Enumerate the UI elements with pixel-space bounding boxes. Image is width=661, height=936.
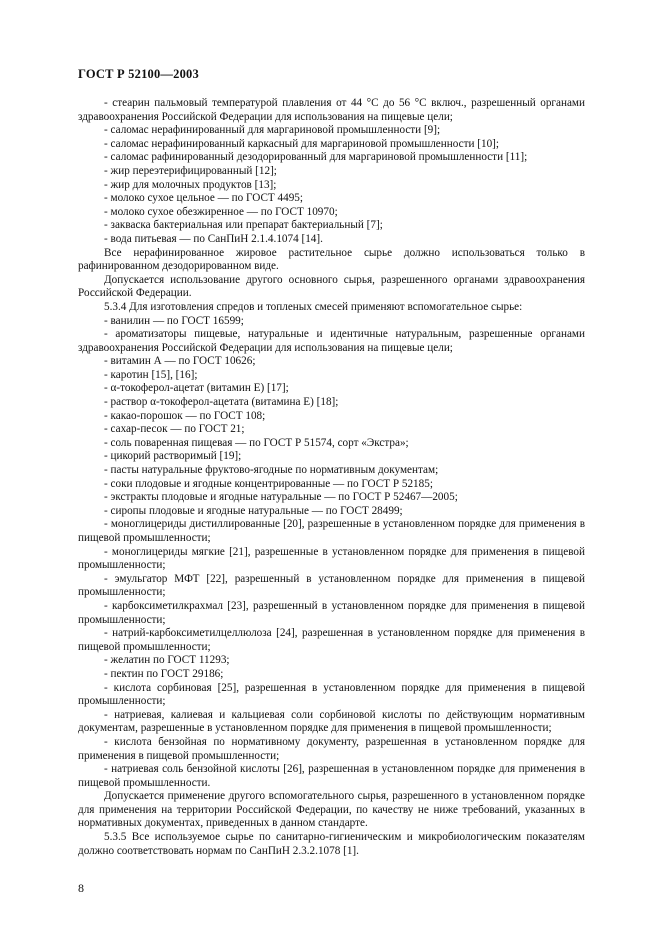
text-paragraph: - жир переэтерифицированный [12]; xyxy=(104,164,277,177)
text-paragraph: - α-токоферол-ацетат (витамин Е) [17]; xyxy=(104,382,289,395)
text-paragraph: - молоко сухое обезжиренное — по ГОСТ 10970; xyxy=(104,205,338,218)
document-body xyxy=(78,97,585,858)
text-paragraph: Допускается применение другого вспомогательного сырья, разрешенного в установленном порядке для применения на территории Российской Федерации, по качеству не ниже требований, указанных в нормативных документах, приведенных в данном стандарте. xyxy=(78,790,585,830)
text-paragraph: - какао-порошок — по ГОСТ 108; xyxy=(104,409,266,422)
text-paragraph: - моноглицериды мягкие [21], разрешенные в установленном порядке для применения в пищевой промышленности; xyxy=(78,545,585,572)
text-paragraph: - карбоксиметилкрахмал [23], разрешенный в установленном порядке для применения в пищевой промышленности; xyxy=(78,599,585,626)
text-paragraph: - кислота сорбиновая [25], разрешенная в установленном порядке для применения в пищевой промышленности; xyxy=(78,681,585,708)
text-paragraph: - желатин по ГОСТ 11293; xyxy=(104,654,230,667)
text-paragraph: - ароматизаторы пищевые, натуральные и идентичные натуральным, разрешенные органами здравоохранения Российской Федерации для использования на пищевые цели; xyxy=(78,328,585,354)
text-paragraph: - натрий-карбоксиметилцеллюлоза [24], разрешенная в установленном порядке для применения в пищевой промышленности; xyxy=(78,627,585,653)
text-paragraph: - эмульгатор МФТ [22], разрешенный в установленном порядке для применения в пищевой промышленности; xyxy=(78,572,585,599)
text-paragraph: - сахар-песок — по ГОСТ 21; xyxy=(104,423,245,436)
text-paragraph: - пасты натуральные фруктово-ягодные по нормативным документам; xyxy=(104,464,439,477)
text-paragraph: 5.3.4 Для изготовления спредов и топленых смесей применяют вспомогательное сырье: xyxy=(104,300,523,313)
text-paragraph: - пектин по ГОСТ 29186; xyxy=(104,667,224,680)
text-paragraph: - ванилин — по ГОСТ 16599; xyxy=(104,314,244,327)
page-number: 8 xyxy=(78,881,84,895)
text-paragraph: - саломас нерафинированный каркасный для маргариновой промышленности [10]; xyxy=(104,137,500,150)
text-paragraph: - каротин [15], [16]; xyxy=(104,368,198,381)
text-paragraph: - вода питьевая — по СанПиН 2.1.4.1074 [14]. xyxy=(104,232,323,245)
text-paragraph: - цикорий растворимый [19]; xyxy=(104,450,242,463)
text-paragraph: - сиропы плодовые и ягодные натуральные — по ГОСТ 28499; xyxy=(104,504,403,517)
text-paragraph: - кислота бензойная по нормативному документу, разрешенная в установленном порядке для применения в пищевой промышленности; xyxy=(78,735,585,762)
text-paragraph: - саломас нерафинированный для маргариновой промышленности [9]; xyxy=(104,124,441,137)
text-paragraph: - экстракты плодовые и ягодные натуральные — по ГОСТ Р 52467—2005; xyxy=(104,491,458,504)
text-paragraph: - раствор α-токоферол-ацетата (витамина Е) [18]; xyxy=(104,396,339,409)
text-paragraph: - соки плодовые и ягодные концентрированные — по ГОСТ Р 52185; xyxy=(104,477,433,490)
text-paragraph: - саломас рафинированный дезодорированный для маргариновой промышленности [11]; xyxy=(104,151,528,164)
text-paragraph: - натриевая соль бензойной кислоты [26], разрешенная в установленном порядке для применения в пищевой промышленности. xyxy=(78,763,585,789)
document-header-id: ГОСТ Р 52100—2003 xyxy=(78,67,199,81)
text-paragraph: - витамин А — по ГОСТ 10626; xyxy=(104,355,256,368)
text-paragraph: - натриевая, калиевая и кальциевая соли сорбиновой кислоты по действующим нормативным документам, разрешенные в установленном порядке для применения в пищевой промышленности; xyxy=(78,708,585,735)
text-paragraph: Все нерафинированное жировое растительное сырье должно использоваться только в рафинированном дезодорированном виде. xyxy=(78,246,585,273)
text-paragraph: - молоко сухое цельное — по ГОСТ 4495; xyxy=(104,192,304,205)
text-paragraph: - стеарин пальмовый температурой плавления от 44 °С до 56 °С включ., разрешенный органами здравоохранения Российской Федерации для использования на пищевые цели; xyxy=(78,97,585,123)
text-paragraph: 5.3.5 Все используемое сырье по санитарно-гигиеническим и микробиологическим показателям должно соответствовать нормам по СанПиН 2.3.2.1078 [1]. xyxy=(78,831,585,857)
text-paragraph: - закваска бактериальная или препарат бактериальный [7]; xyxy=(104,219,383,232)
text-paragraph: - соль поваренная пищевая — по ГОСТ Р 51574, сорт «Экстра»; xyxy=(104,436,409,449)
text-paragraph: Допускается использование другого основного сырья, разрешенного органами здравоохранения Российской Федерации. xyxy=(78,273,585,300)
text-paragraph: - моноглицериды дистиллированные [20], разрешенные в установленном порядке для применения в пищевой промышленности; xyxy=(78,518,585,544)
text-paragraph: - жир для молочных продуктов [13]; xyxy=(104,178,277,191)
